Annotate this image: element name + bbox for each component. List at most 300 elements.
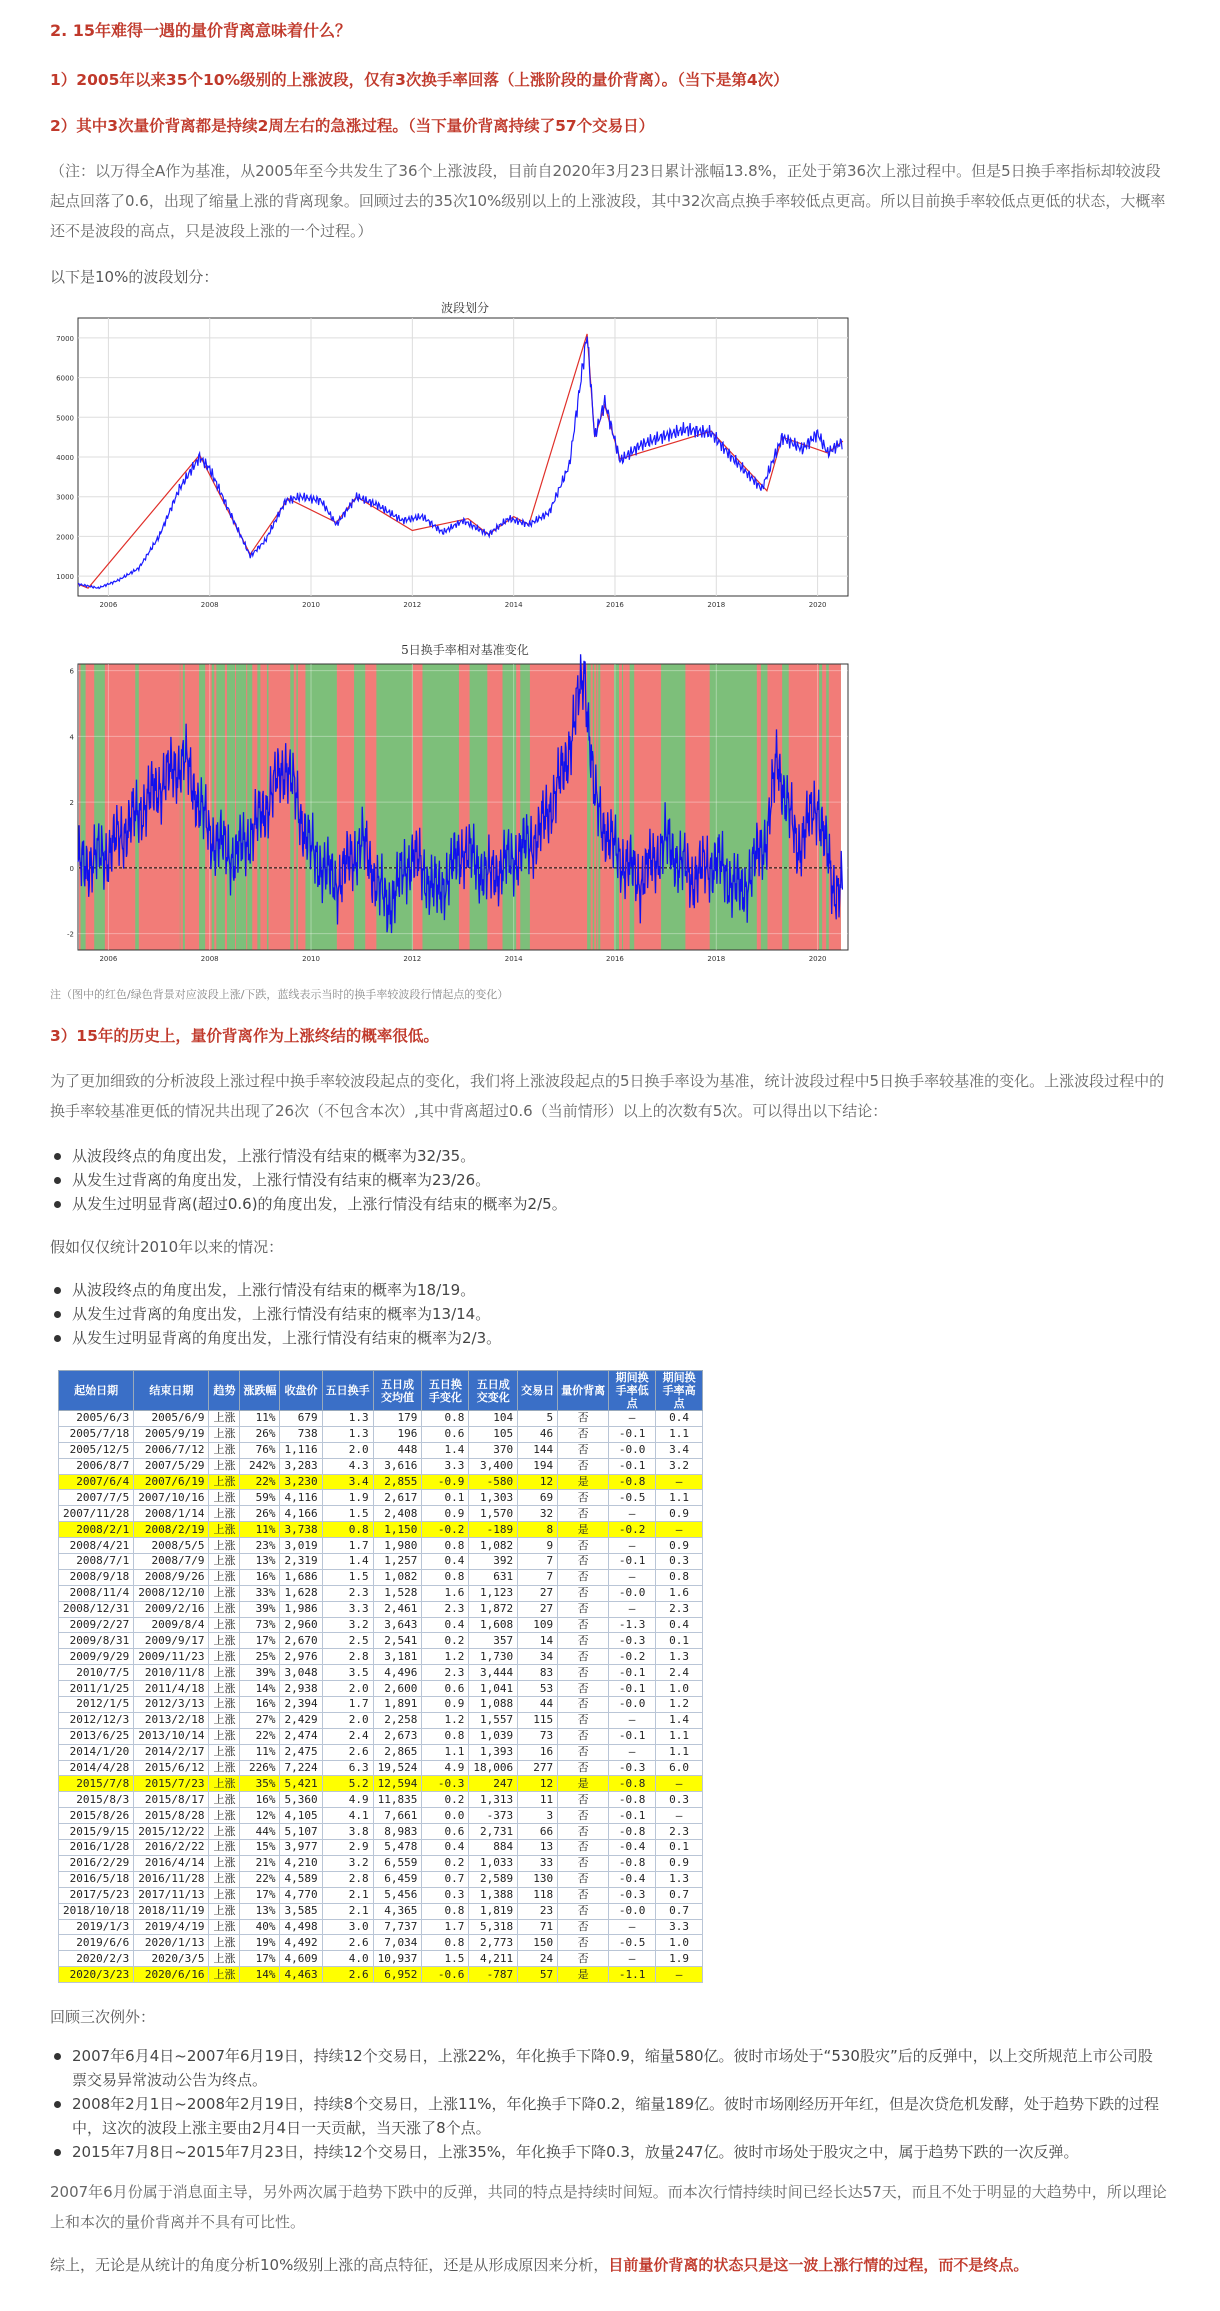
table-cell: 4,770 (280, 1887, 322, 1903)
table-cell: 15% (240, 1840, 280, 1856)
table-row (59, 1712, 703, 1728)
table-row (59, 1474, 703, 1490)
table-cell: 1.4 (422, 1442, 469, 1458)
table-cell: 2015/8/3 (59, 1792, 134, 1808)
x-tick-label: 2018 (707, 955, 726, 963)
table-cell: 上涨 (209, 1712, 240, 1728)
table-cell: 104 (469, 1411, 518, 1427)
table-cell: 69 (518, 1490, 558, 1506)
table-cell: 1.0 (656, 1681, 703, 1697)
table-cell: 4,166 (280, 1506, 322, 1522)
table-cell: 2008/7/1 (59, 1554, 134, 1570)
table-cell: 3,181 (373, 1649, 422, 1665)
table-cell: 上涨 (209, 1728, 240, 1744)
table-cell: 2007/5/29 (134, 1458, 209, 1474)
table-cell: 2.1 (322, 1887, 373, 1903)
table-row (59, 1426, 703, 1442)
table-cell: 2020/1/13 (134, 1935, 209, 1951)
table-cell: 4,463 (280, 1967, 322, 1983)
table-cell: 2019/4/19 (134, 1919, 209, 1935)
table-cell: 2016/11/28 (134, 1871, 209, 1887)
table-cell: 1.1 (656, 1426, 703, 1442)
table-cell: 738 (280, 1426, 322, 1442)
up-band (757, 664, 761, 950)
table-cell: -0.3 (609, 1760, 656, 1776)
table-cell: 否 (558, 1617, 609, 1633)
table-cell: 上涨 (209, 1951, 240, 1967)
table-cell: 2015/8/28 (134, 1808, 209, 1824)
table-cell: -0.1 (609, 1426, 656, 1442)
table-cell: 2,855 (373, 1474, 422, 1490)
table-cell: 否 (558, 1951, 609, 1967)
table-cell: 3.2 (322, 1855, 373, 1871)
table-cell: 2.0 (322, 1681, 373, 1697)
table-cell: 上涨 (209, 1808, 240, 1824)
table-cell: 34 (518, 1649, 558, 1665)
table-cell: 5,456 (373, 1887, 422, 1903)
table-cell: 5,421 (280, 1776, 322, 1792)
table-cell: -0.0 (609, 1442, 656, 1458)
y-tick-label: 2 (69, 799, 74, 808)
table-cell: 1,393 (469, 1744, 518, 1760)
up-band (105, 664, 135, 950)
table-cell: 0.8 (656, 1569, 703, 1585)
table-cell: 1.1 (656, 1490, 703, 1506)
table-cell: -0.8 (609, 1855, 656, 1871)
table-cell: 22% (240, 1871, 280, 1887)
column-header: 五日成交均值 (373, 1371, 422, 1411)
table-cell: 上涨 (209, 1855, 240, 1871)
table-cell: 0.7 (656, 1903, 703, 1919)
table-cell: -0.9 (422, 1474, 469, 1490)
table-cell: 0.4 (422, 1840, 469, 1856)
table-cell: 4,211 (469, 1951, 518, 1967)
table-cell: 24 (518, 1951, 558, 1967)
table-cell: 3,048 (280, 1665, 322, 1681)
table-cell: 2015/12/22 (134, 1824, 209, 1840)
table-cell: 2008/7/9 (134, 1554, 209, 1570)
table-cell: 1.1 (656, 1744, 703, 1760)
table-cell: 3.0 (322, 1919, 373, 1935)
up-band (235, 664, 236, 950)
table-cell: 否 (558, 1871, 609, 1887)
table-row (59, 1617, 703, 1633)
table-cell: 5,360 (280, 1792, 322, 1808)
table-cell: 11% (240, 1744, 280, 1760)
x-tick-label: 2014 (504, 955, 523, 963)
table-cell: 2.0 (322, 1442, 373, 1458)
table-cell: 76% (240, 1442, 280, 1458)
table-cell: – (609, 1712, 656, 1728)
table-cell: 2009/2/16 (134, 1601, 209, 1617)
table-cell: 上涨 (209, 1506, 240, 1522)
table-cell: 1.2 (656, 1697, 703, 1713)
table-cell: -0.2 (609, 1649, 656, 1665)
column-header: 五日换手变化 (422, 1371, 469, 1411)
table-cell: 2017/11/13 (134, 1887, 209, 1903)
table-cell: 1,082 (373, 1569, 422, 1585)
table-cell: 1,123 (469, 1585, 518, 1601)
table-row (59, 1760, 703, 1776)
table-cell: 25% (240, 1649, 280, 1665)
section-heading: 2. 15年难得一遇的量价背离意味着什么？ (50, 21, 352, 40)
table-cell: 2009/9/17 (134, 1633, 209, 1649)
table-cell: 上涨 (209, 1935, 240, 1951)
table-cell: 否 (558, 1697, 609, 1713)
table-cell: 1,986 (280, 1601, 322, 1617)
table-cell: 1.0 (656, 1935, 703, 1951)
table-cell: 否 (558, 1411, 609, 1427)
table-cell: 1,891 (373, 1697, 422, 1713)
table-cell: 73 (518, 1728, 558, 1744)
up-band (86, 664, 95, 950)
table-cell: 否 (558, 1458, 609, 1474)
table-cell: 71 (518, 1919, 558, 1935)
table-cell: 1,039 (469, 1728, 518, 1744)
table-cell: 7 (518, 1554, 558, 1570)
table-cell: -0.1 (609, 1681, 656, 1697)
table-row (59, 1967, 703, 1983)
table-cell: 0.6 (422, 1824, 469, 1840)
table-cell: 2005/6/9 (134, 1411, 209, 1427)
table-cell: 2008/11/4 (59, 1585, 134, 1601)
table-cell: 6.0 (656, 1760, 703, 1776)
table-cell: 4,589 (280, 1871, 322, 1887)
table-cell: 否 (558, 1649, 609, 1665)
table-cell: 2,258 (373, 1712, 422, 1728)
table-cell: 1.4 (322, 1554, 373, 1570)
table-cell: -0.5 (609, 1935, 656, 1951)
table-cell: 3,400 (469, 1458, 518, 1474)
table-cell: 33% (240, 1585, 280, 1601)
table-cell: -0.4 (609, 1840, 656, 1856)
table-cell: 4.3 (322, 1458, 373, 1474)
table-cell: 2.9 (322, 1840, 373, 1856)
turnover-chart (50, 640, 860, 970)
table-cell: 2.3 (656, 1601, 703, 1617)
wave-table (58, 1370, 703, 1983)
table-cell: 2019/6/6 (59, 1935, 134, 1951)
table-cell: 上涨 (209, 1840, 240, 1856)
table-cell: 1.7 (322, 1697, 373, 1713)
table-cell: 4.9 (422, 1760, 469, 1776)
table-cell: 130 (518, 1871, 558, 1887)
table-cell: 上涨 (209, 1458, 240, 1474)
table-cell: -0.3 (422, 1776, 469, 1792)
exception-list (50, 2044, 1165, 2164)
table-cell: 9 (518, 1538, 558, 1554)
table-row (59, 1442, 703, 1458)
table-row (59, 1601, 703, 1617)
table-cell: 2.6 (322, 1744, 373, 1760)
table-cell: 17% (240, 1633, 280, 1649)
table-row (59, 1887, 703, 1903)
table-cell: 2008/9/18 (59, 1569, 134, 1585)
table-cell: 5 (518, 1411, 558, 1427)
table-cell: 3.4 (322, 1474, 373, 1490)
table-cell: 7,737 (373, 1919, 422, 1935)
table-cell: 0.9 (656, 1855, 703, 1871)
table-cell: 上涨 (209, 1474, 240, 1490)
table-cell: 1,041 (469, 1681, 518, 1697)
table-cell: 1.7 (422, 1919, 469, 1935)
table-cell: 7,661 (373, 1808, 422, 1824)
table-cell: 0.7 (656, 1887, 703, 1903)
table-cell: – (609, 1411, 656, 1427)
table-cell: – (609, 1744, 656, 1760)
table-cell: 2014/1/20 (59, 1744, 134, 1760)
table-cell: 0.8 (322, 1522, 373, 1538)
up-band (619, 664, 622, 950)
table-cell: 2013/6/25 (59, 1728, 134, 1744)
table-cell: 242% (240, 1458, 280, 1474)
chart-title: 5日换手率相对基准变化 (401, 643, 529, 657)
table-cell: 0.8 (422, 1935, 469, 1951)
table-cell: 17% (240, 1887, 280, 1903)
point-3: 3）15年的历史上，量价背离作为上涨终结的概率很低。 (50, 1027, 439, 1045)
table-cell: 上涨 (209, 1617, 240, 1633)
table-cell: 17% (240, 1951, 280, 1967)
x-tick-label: 2008 (200, 601, 219, 608)
up-band (685, 664, 709, 950)
table-cell: 2,673 (373, 1728, 422, 1744)
analysis-paragraph: 为了更加细致的分析波段上涨过程中换手率较波段起点的变化，我们将上涨波段起点的5日换手率设为基准，统计波段过程中5日换手率较基准的变化。上涨波段过程中的换手率较基准更低的情况共出现了26次（不包含本次）,其中背离超过0.6（当前情形）以上的次数有5次。可以得出以下结论： (50, 1072, 1165, 1120)
table-cell: 18,006 (469, 1760, 518, 1776)
table-cell: 14% (240, 1681, 280, 1697)
table-cell: 679 (280, 1411, 322, 1427)
table-cell: 2.3 (656, 1824, 703, 1840)
table-cell: 2005/6/3 (59, 1411, 134, 1427)
table-cell: 是 (558, 1776, 609, 1792)
up-band (634, 664, 661, 950)
table-row (59, 1792, 703, 1808)
table-cell: 3.5 (322, 1665, 373, 1681)
table-cell: -0.2 (422, 1522, 469, 1538)
column-header: 涨跌幅 (240, 1371, 280, 1411)
table-cell: 0.4 (422, 1617, 469, 1633)
table-cell: 0.1 (656, 1840, 703, 1856)
table-cell: 3.3 (656, 1919, 703, 1935)
table-cell: 1.1 (422, 1744, 469, 1760)
table-cell: 66 (518, 1824, 558, 1840)
table-cell: 2016/4/14 (134, 1855, 209, 1871)
table-cell: 1,628 (280, 1585, 322, 1601)
table-cell: 11% (240, 1522, 280, 1538)
table-cell: 2008/4/21 (59, 1538, 134, 1554)
table-cell: 27 (518, 1601, 558, 1617)
table-cell: 2015/8/17 (134, 1792, 209, 1808)
up-band (822, 664, 826, 950)
table-cell: -0.8 (609, 1474, 656, 1490)
table-cell: 2012/12/3 (59, 1712, 134, 1728)
table-cell: 6,459 (373, 1871, 422, 1887)
conclusion-list-1 (50, 1144, 567, 1216)
wave-intro: 以下是10%的波段划分： (50, 268, 219, 286)
table-cell: 22% (240, 1474, 280, 1490)
table-cell: 2,408 (373, 1506, 422, 1522)
x-tick-label: 2020 (808, 955, 827, 963)
table-cell: 2009/9/29 (59, 1649, 134, 1665)
table-cell: 1.4 (656, 1712, 703, 1728)
table-cell: 2015/9/15 (59, 1824, 134, 1840)
table-row (59, 1506, 703, 1522)
table-cell: 1.6 (656, 1585, 703, 1601)
up-band (214, 664, 216, 950)
table-cell: 2008/12/31 (59, 1601, 134, 1617)
up-band (180, 664, 183, 950)
table-cell: 1.2 (422, 1649, 469, 1665)
column-header: 期间换手率高点 (656, 1371, 703, 1411)
table-cell: 否 (558, 1728, 609, 1744)
table-cell: 0.8 (422, 1728, 469, 1744)
table-cell: 59% (240, 1490, 280, 1506)
x-tick-label: 2008 (200, 955, 219, 963)
table-cell: 上涨 (209, 1649, 240, 1665)
table-cell: 1,088 (469, 1697, 518, 1713)
column-header: 五日换手 (322, 1371, 373, 1411)
table-cell: 2,319 (280, 1554, 322, 1570)
table-cell: 1,528 (373, 1585, 422, 1601)
table-cell: 2012/3/13 (134, 1697, 209, 1713)
table-cell: 2,589 (469, 1871, 518, 1887)
table-cell: 13% (240, 1554, 280, 1570)
table-cell: 1.3 (656, 1649, 703, 1665)
table-cell: 6.3 (322, 1760, 373, 1776)
table-cell: 否 (558, 1633, 609, 1649)
column-header: 量价背离 (558, 1371, 609, 1411)
table-row (59, 1665, 703, 1681)
table-row (59, 1554, 703, 1570)
table-row (59, 1808, 703, 1824)
table-cell: 2009/8/4 (134, 1617, 209, 1633)
table-cell: 上涨 (209, 1633, 240, 1649)
table-cell: 2005/12/5 (59, 1442, 134, 1458)
table-cell: 否 (558, 1490, 609, 1506)
table-cell: 19,524 (373, 1760, 422, 1776)
x-tick-label: 2020 (808, 601, 827, 608)
table-cell: -0.0 (609, 1585, 656, 1601)
table-cell: 1,388 (469, 1887, 518, 1903)
table-row (59, 1458, 703, 1474)
column-header: 起始日期 (59, 1371, 134, 1411)
y-tick-label: 3000 (56, 493, 74, 502)
table-cell: 上涨 (209, 1411, 240, 1427)
up-band (268, 664, 290, 950)
y-tick-label: 0 (69, 864, 74, 873)
table-cell: -1.3 (609, 1617, 656, 1633)
table-cell: 0.8 (422, 1538, 469, 1554)
table-cell: -0.5 (609, 1490, 656, 1506)
table-cell: 1,303 (469, 1490, 518, 1506)
table-cell: 2020/2/3 (59, 1951, 134, 1967)
table-cell: 上涨 (209, 1681, 240, 1697)
table-cell: 1,557 (469, 1712, 518, 1728)
table-cell: 13% (240, 1903, 280, 1919)
table-cell: 2012/1/5 (59, 1697, 134, 1713)
up-band (591, 664, 593, 950)
table-cell: 0.3 (656, 1554, 703, 1570)
table-cell: 2007/6/19 (134, 1474, 209, 1490)
table-cell: 上涨 (209, 1760, 240, 1776)
table-cell: 247 (469, 1776, 518, 1792)
table-cell: 2,600 (373, 1681, 422, 1697)
table-cell: 0.1 (422, 1490, 469, 1506)
table-cell: 118 (518, 1887, 558, 1903)
table-cell: 27 (518, 1585, 558, 1601)
table-cell: 0.9 (656, 1538, 703, 1554)
table-cell: -0.4 (609, 1871, 656, 1887)
table-cell: 1,116 (280, 1442, 322, 1458)
table-cell: 2017/5/23 (59, 1887, 134, 1903)
table-cell: 2005/9/19 (134, 1426, 209, 1442)
table-row (59, 1951, 703, 1967)
table-cell: 否 (558, 1554, 609, 1570)
table-cell: 2016/1/28 (59, 1840, 134, 1856)
table-cell: 2.3 (322, 1585, 373, 1601)
table-cell: 57 (518, 1967, 558, 1983)
table-cell: – (656, 1522, 703, 1538)
up-band (600, 664, 614, 950)
column-header: 期间换手率低点 (609, 1371, 656, 1411)
table-cell: 3.3 (422, 1458, 469, 1474)
table-cell: 1.9 (322, 1490, 373, 1506)
table-cell: 5,478 (373, 1840, 422, 1856)
table-cell: 448 (373, 1442, 422, 1458)
table-cell: 1,150 (373, 1522, 422, 1538)
table-cell: 否 (558, 1712, 609, 1728)
table-cell: 2008/2/19 (134, 1522, 209, 1538)
table-cell: 33 (518, 1855, 558, 1871)
table-cell: – (609, 1538, 656, 1554)
table-cell: 3,444 (469, 1665, 518, 1681)
y-tick-label: 5000 (56, 414, 74, 423)
table-cell: 3.2 (656, 1458, 703, 1474)
table-cell: 否 (558, 1935, 609, 1951)
table-cell: 11% (240, 1411, 280, 1427)
table-row (59, 1744, 703, 1760)
table-cell: 2013/2/18 (134, 1712, 209, 1728)
table-cell: 2014/2/17 (134, 1744, 209, 1760)
table-cell: 0.6 (422, 1681, 469, 1697)
table-cell: 6,559 (373, 1855, 422, 1871)
table-cell: 2.0 (322, 1712, 373, 1728)
up-band (337, 664, 354, 950)
wave-chart (50, 298, 860, 608)
table-cell: 2008/9/26 (134, 1569, 209, 1585)
table-cell: 2,960 (280, 1617, 322, 1633)
table-cell: 3,230 (280, 1474, 322, 1490)
table-cell: -0.3 (609, 1887, 656, 1903)
table-cell: 194 (518, 1458, 558, 1474)
table-cell: 否 (558, 1855, 609, 1871)
table-cell: 196 (373, 1426, 422, 1442)
table-cell: 2016/2/29 (59, 1855, 134, 1871)
table-cell: 1,313 (469, 1792, 518, 1808)
table-cell: 0.7 (422, 1871, 469, 1887)
column-header: 五日成交变化 (469, 1371, 518, 1411)
table-cell: 2008/2/1 (59, 1522, 134, 1538)
table-cell: 1,082 (469, 1538, 518, 1554)
list-item: 从波段终点的角度出发，上涨行情没有结束的概率为18/19。 (50, 1278, 501, 1302)
table-cell: 19% (240, 1935, 280, 1951)
table-cell: 上涨 (209, 1585, 240, 1601)
table-cell: 1,608 (469, 1617, 518, 1633)
table-cell: 上涨 (209, 1903, 240, 1919)
table-cell: 0.8 (422, 1411, 469, 1427)
table-cell: 1,686 (280, 1569, 322, 1585)
table-cell: 1.3 (322, 1426, 373, 1442)
table-cell: 2007/10/16 (134, 1490, 209, 1506)
